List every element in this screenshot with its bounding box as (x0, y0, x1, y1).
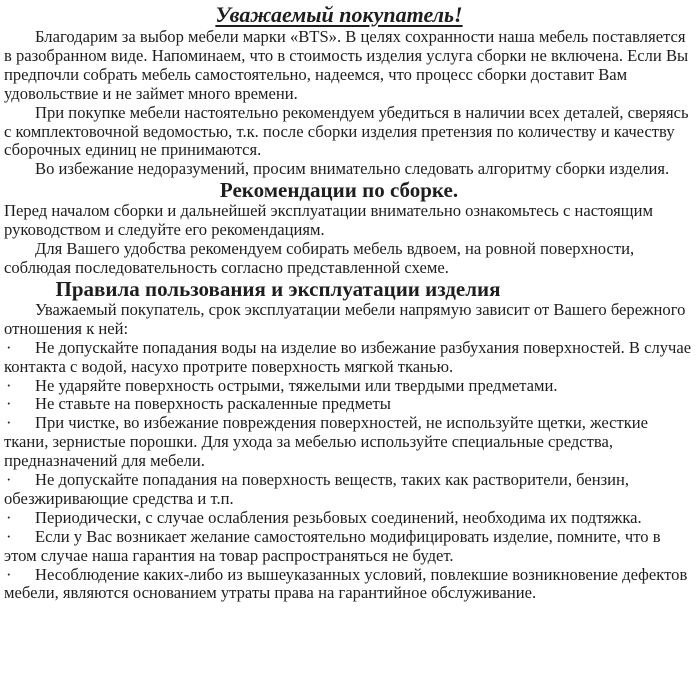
usage-rule-item (4, 471, 694, 509)
intro-paragraph-3: Во избежание недоразумений, просим внимательно следовать алгоритму сборки изделия. (35, 159, 670, 179)
bullet-marker: · (6, 337, 12, 357)
intro-paragraph-2: При покупке мебели настоятельно рекомендуем убедиться в наличии всех деталей, сверяясь с комплектовочной ведомостью, т.к. после сборки изделия претензия по количеству и качеству сборочных единиц не принимаются. (4, 102, 689, 160)
bullet-marker: · (6, 564, 12, 584)
usage-rule-item (4, 395, 694, 414)
usage-rule-item (4, 414, 694, 471)
usage-rule-text: Не ставьте на поверхность раскаленные предметы (35, 394, 391, 414)
usage-rule-text: Несоблюдение каких-либо из вышеуказанных условий, повлекшие возникновение дефектов мебели, являются основанием утраты права на гарантийное обслуживание. (4, 564, 688, 603)
usage-section-heading: Правила пользования и эксплуатации изделия (55, 276, 501, 301)
usage-rule-text: Не ударяйте поверхность острыми, тяжелыми или твердыми предметами. (35, 375, 558, 395)
document-title: Уважаемый покупатель! (215, 2, 463, 27)
bullet-marker: · (6, 507, 12, 527)
usage-rule-item (4, 528, 694, 566)
usage-rule-text: Если у Вас возникает желание самостоятельно модифицировать изделие, помните, что в этом случае наша гарантия на товар распространяться не будет. (4, 526, 661, 565)
usage-rule-text: Не допускайте попадания на поверхность веществ, таких как растворители, бензин, обезжиривающие средства и т.п. (4, 470, 630, 508)
bullet-marker: · (6, 470, 12, 490)
usage-rule-text: При чистке, во избежание повреждения поверхностей, не используйте щетки, жесткие ткани, зернистые порошки. Для ухода за мебелью используйте специальные средства, предназначений для мебели. (4, 413, 649, 471)
assembly-paragraph-2: Для Вашего удобства рекомендуем собирать мебель вдвоем, на ровной поверхности, соблюдая последовательность согласно представленной схеме. (4, 239, 635, 277)
intro-paragraph-1: Благодарим за выбор мебели марки «BTS». В целях сохранности наша мебель поставляется в разобранном виде. Напоминаем, что в стоимость изделия услуга сборки не включена. Если Вы предпочли собрать мебель самостоятельно, надеемся, что процесс сборки доставит Вам удовольствие и не займет много времени. (4, 27, 689, 103)
assembly-section-heading: Рекомендации по сборке. (219, 178, 459, 203)
bullet-marker: · (6, 413, 12, 433)
usage-rule-text: Не допускайте попадания воды на изделие во избежание разбухания поверхностей. В случае контакта с водой, насухо протрите поверхность мягкой тканью. (4, 337, 692, 376)
usage-rule-text: Периодически, с случае ослабления резьбовых соединений, необходима их подтяжка. (35, 507, 642, 527)
assembly-paragraph-1: Перед началом сборки и дальнейшей эксплуатации внимательно ознакомьтесь с настоящим руководством и следуйте его рекомендациям. (4, 201, 653, 240)
bullet-marker: · (6, 526, 12, 546)
bullet-marker: · (6, 375, 12, 395)
usage-rule-item (4, 509, 694, 528)
usage-lead-paragraph: Уважаемый покупатель, срок эксплуатации мебели напрямую зависит от Вашего бережного отношения к ней: (4, 299, 686, 338)
usage-rule-item (4, 377, 694, 396)
usage-rule-item (4, 566, 694, 604)
usage-rule-item (4, 339, 694, 377)
bullet-marker: · (6, 394, 12, 414)
